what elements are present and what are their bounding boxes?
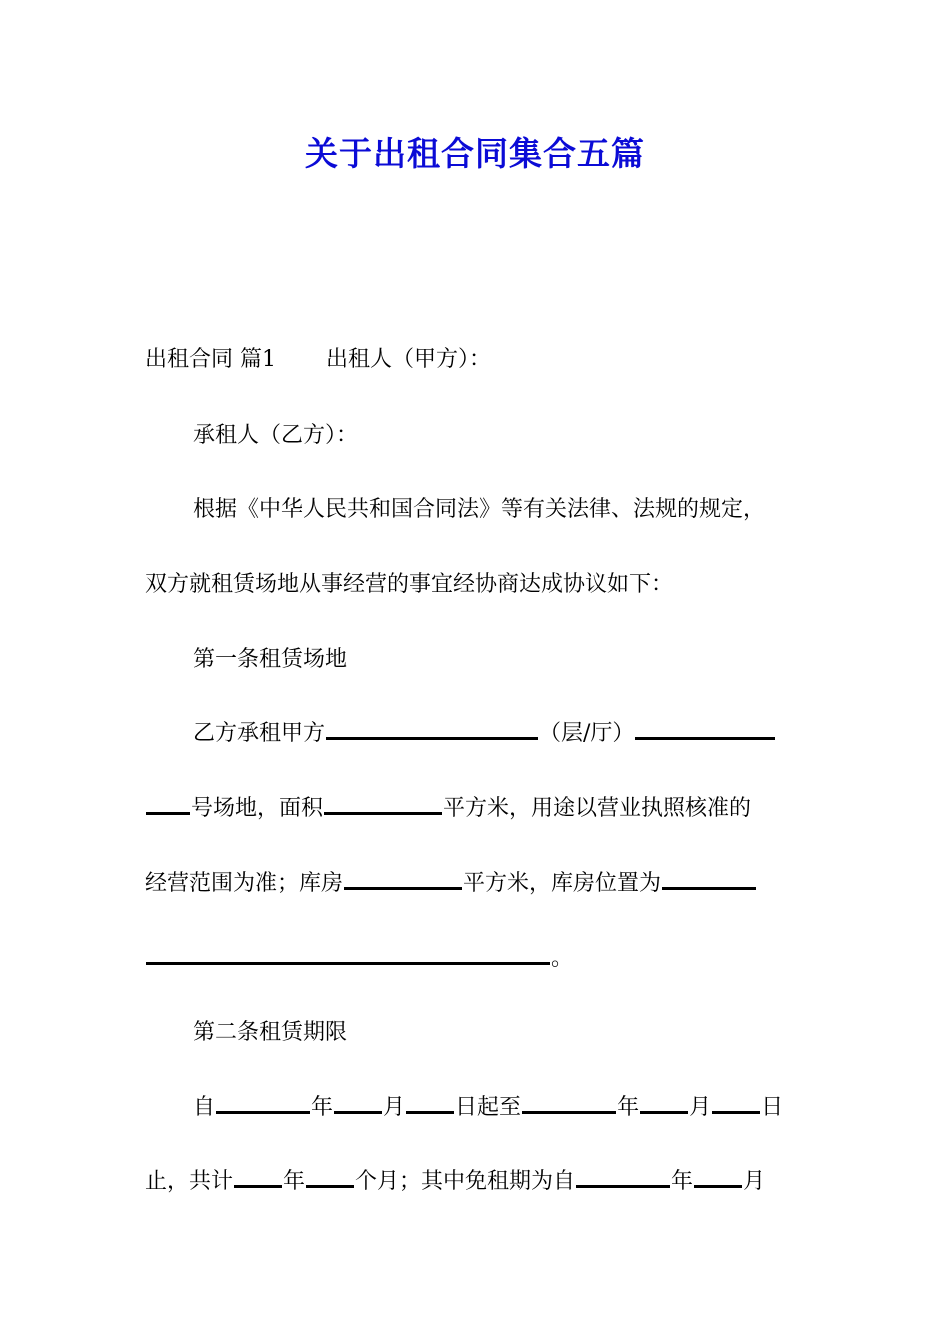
blank-field xyxy=(662,886,756,890)
article-1-heading: 第一条租赁场地 xyxy=(193,647,348,672)
lessor-label: 出租人（甲方）： xyxy=(326,347,492,372)
blank-field xyxy=(234,1184,282,1188)
blank-field xyxy=(344,886,462,890)
blank-field xyxy=(216,1110,310,1114)
article-2-line-2: 止，共计 年 个月；其中免租期为自 年 月 xyxy=(145,1169,766,1194)
article-1-line-2: 号场地，面积 平方米，用途以营业执照核准的 xyxy=(145,791,825,827)
blank-field xyxy=(694,1184,742,1188)
article-1-line-3: 经营范围为准；库房 平方米，库房位置为 xyxy=(145,866,825,902)
blank-field xyxy=(306,1184,354,1188)
blank-field xyxy=(640,1110,688,1114)
blank-field xyxy=(324,811,442,815)
blank-field xyxy=(712,1110,760,1114)
paragraph-basis-cont: 双方就租赁场地从事经营的事宜经协商达成协议如下： xyxy=(145,572,674,597)
paragraph-basis: 根据《中华人民共和国合同法》等有关法律、法规的规定， xyxy=(193,497,766,522)
article-1-line-1: 乙方承租甲方 （层/厅） xyxy=(193,716,873,752)
blank-field xyxy=(406,1110,454,1114)
blank-field xyxy=(635,736,775,740)
article-2-heading: 第二条租赁期限 xyxy=(193,1020,348,1045)
lessee-line xyxy=(193,418,873,454)
blank-field xyxy=(146,811,190,815)
document-title: 关于出租合同集合五篇 xyxy=(305,134,645,173)
blank-field xyxy=(522,1110,616,1114)
blank-field xyxy=(146,961,550,965)
lessee-label: 承租人（乙方）： xyxy=(193,423,359,448)
blank-field xyxy=(334,1110,382,1114)
article-1-line-4: 。 xyxy=(145,941,825,977)
article-2-line-1: 自 年 月 日起至 年 月 日 xyxy=(193,1095,784,1120)
paragraph-header xyxy=(145,342,825,378)
blank-field xyxy=(576,1184,670,1188)
section-label: 出租合同 篇1 xyxy=(145,347,276,372)
blank-field xyxy=(326,736,538,740)
